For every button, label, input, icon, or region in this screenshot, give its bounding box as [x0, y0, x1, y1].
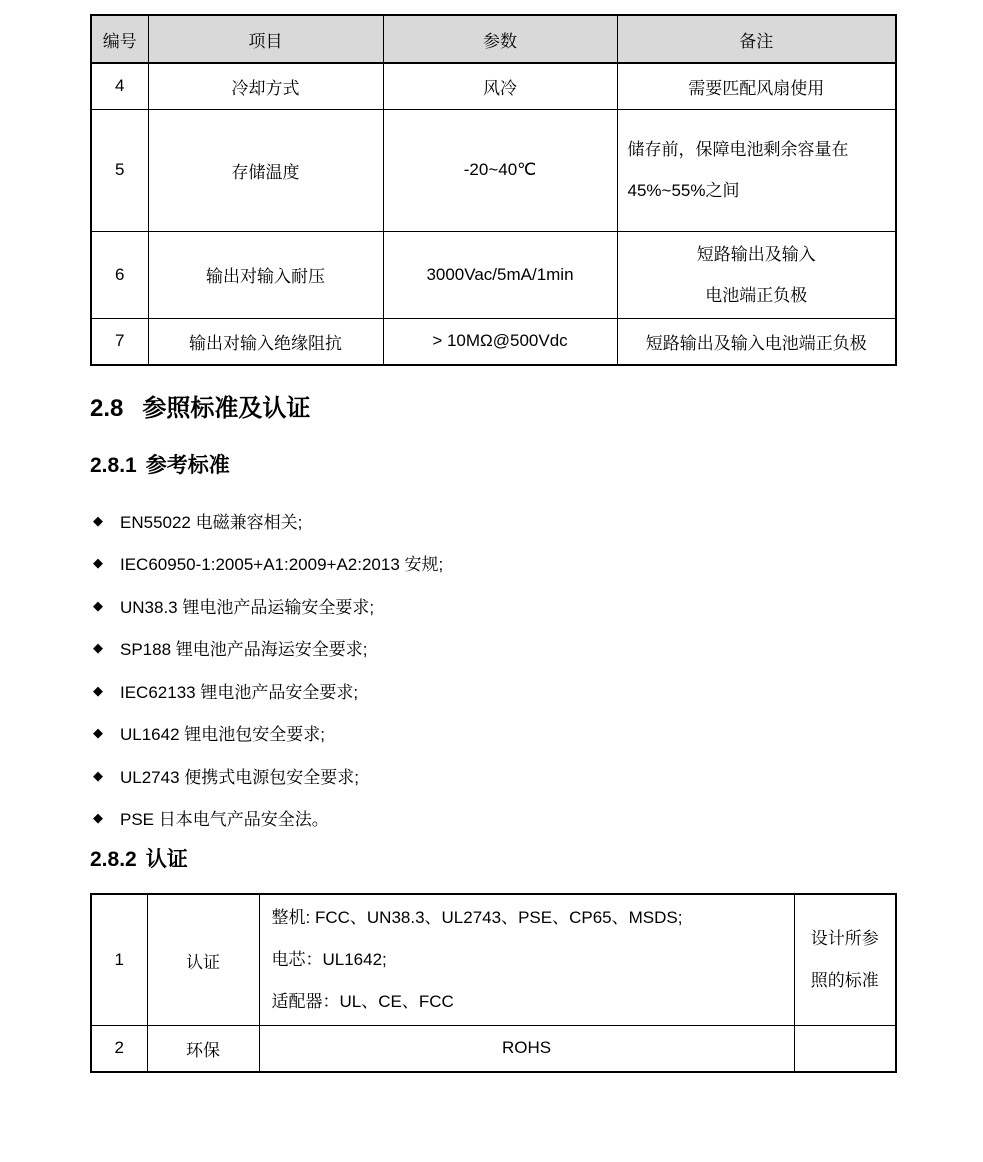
column-header-no: 编号: [91, 15, 148, 63]
note-line: 照的标准: [810, 971, 879, 990]
section-heading-2-8: [90, 394, 983, 423]
cell-category: 认证: [147, 894, 259, 1026]
cell-details: ROHS: [259, 1026, 794, 1072]
column-header-item: 项目: [148, 15, 383, 63]
diamond-bullet-icon: ◆: [93, 810, 103, 826]
column-header-param: 参数: [383, 15, 617, 63]
cert-table-wrap: [90, 893, 983, 1073]
section-title: 认证: [145, 848, 188, 871]
list-item: [90, 584, 983, 627]
table-row: [91, 63, 896, 109]
list-item: [90, 797, 983, 840]
standard-text: PSE 日本电气产品安全法。: [120, 810, 329, 830]
cell-param: 风冷: [383, 63, 617, 109]
certification-table: [90, 893, 897, 1073]
section-title: 参考标准: [145, 454, 230, 477]
standard-text: IEC62133 锂电池产品安全要求;: [120, 682, 359, 702]
list-item: [90, 754, 983, 797]
standard-text: UL1642 锂电池包安全要求;: [120, 725, 325, 745]
cell-no: 5: [91, 109, 148, 231]
table-row: [91, 894, 896, 1026]
spec-table-header-row: [91, 15, 896, 63]
table-row: [91, 1026, 896, 1072]
section-heading-2-8-2: [90, 847, 983, 873]
cell-item: 输出对输入绝缘阻抗: [148, 318, 383, 365]
diamond-bullet-icon: ◆: [93, 597, 103, 613]
section-number: 2.8.1: [90, 454, 137, 477]
standard-text: SP188 锂电池产品海运安全要求;: [120, 640, 368, 660]
cell-item: 存储温度: [148, 109, 383, 231]
remark-line: 电池端正负极: [705, 285, 808, 305]
cell-no: 4: [91, 63, 148, 109]
diamond-bullet-icon: ◆: [93, 512, 103, 528]
standard-text: UL2743 便携式电源包安全要求;: [120, 767, 359, 787]
remark-line: 短路输出及输入: [696, 244, 816, 264]
cell-item: 输出对输入耐压: [148, 231, 383, 318]
diamond-bullet-icon: ◆: [93, 555, 103, 571]
section-number: 2.8: [90, 395, 124, 422]
section-number: 2.8.2: [90, 848, 137, 871]
column-header-remark: 备注: [617, 15, 896, 63]
remark-line: 45%~55%之间: [627, 181, 740, 200]
cell-no: 1: [91, 894, 147, 1026]
cell-param: 3000Vac/5mA/1min: [383, 231, 617, 318]
note-line: 设计所参: [810, 929, 879, 948]
cell-no: 6: [91, 231, 148, 318]
standard-text: EN55022 电磁兼容相关;: [120, 512, 303, 532]
table-row: [91, 231, 896, 318]
diamond-bullet-icon: ◆: [93, 725, 103, 741]
list-item: [90, 542, 983, 585]
table-row: [91, 109, 896, 231]
cell-details: [259, 894, 794, 1026]
diamond-bullet-icon: ◆: [93, 640, 103, 656]
cell-category: 环保: [147, 1026, 259, 1072]
section-title: 参照标准及认证: [142, 395, 311, 422]
diamond-bullet-icon: ◆: [93, 767, 103, 783]
standard-text: UN38.3 锂电池产品运输安全要求;: [120, 597, 375, 617]
detail-line: 电芯：UL1642;: [271, 950, 387, 969]
diamond-bullet-icon: ◆: [93, 682, 103, 698]
detail-line: 适配器：UL、CE、FCC: [271, 992, 454, 1011]
cell-remark: [617, 231, 896, 318]
cell-item: 冷却方式: [148, 63, 383, 109]
standards-list: [90, 499, 983, 839]
list-item: [90, 669, 983, 712]
cell-no: 2: [91, 1026, 147, 1072]
list-item: [90, 627, 983, 670]
cell-note: [794, 894, 896, 1026]
cell-remark: 需要匹配风扇使用: [617, 63, 896, 109]
cell-no: 7: [91, 318, 148, 365]
cell-note: [794, 1026, 896, 1072]
cell-remark: [617, 109, 896, 231]
cell-param: > 10MΩ@500Vdc: [383, 318, 617, 365]
cell-remark: 短路输出及输入电池端正负极: [617, 318, 896, 365]
spec-table: [90, 14, 897, 366]
detail-line: 整机: FCC、UN38.3、UL2743、PSE、CP65、MSDS;: [271, 908, 683, 927]
list-item: [90, 712, 983, 755]
section-heading-2-8-1: [90, 453, 983, 479]
list-item: [90, 499, 983, 542]
cell-param: -20~40℃: [383, 109, 617, 231]
table-row: [91, 318, 896, 365]
standard-text: IEC60950-1:2005+A1:2009+A2:2013 安规;: [120, 555, 444, 575]
remark-line: 储存前，保障电池剩余容量在: [627, 140, 849, 159]
